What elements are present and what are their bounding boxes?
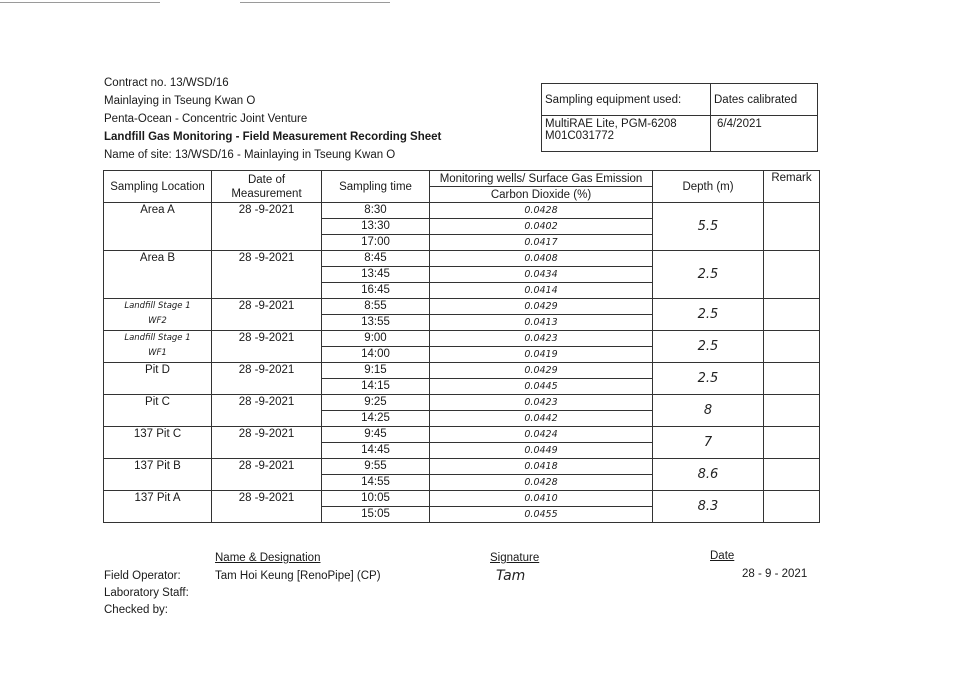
co2-reading: 0.0413 bbox=[430, 315, 653, 331]
remark-cell bbox=[764, 331, 820, 363]
depth-value: 2.5 bbox=[653, 251, 764, 299]
sampling-time: 14:55 bbox=[322, 475, 430, 491]
co2-reading: 0.0449 bbox=[430, 443, 653, 459]
sampling-location bbox=[104, 299, 212, 331]
measurement-date: 28 -9-2021 bbox=[212, 203, 322, 251]
header-sampling-location: Sampling Location bbox=[104, 171, 212, 203]
date-heading-text: Date bbox=[710, 550, 735, 562]
depth-value: 2.5 bbox=[653, 363, 764, 395]
co2-reading: 0.0428 bbox=[430, 203, 653, 219]
table-row bbox=[104, 363, 820, 379]
header-date bbox=[212, 171, 322, 203]
sampling-time: 9:45 bbox=[322, 427, 430, 443]
field-operator-label: Field Operator: bbox=[104, 570, 181, 582]
remark-cell bbox=[764, 203, 820, 251]
measurement-date: 28 -9-2021 bbox=[212, 427, 322, 459]
location-line1: Pit C bbox=[145, 396, 170, 408]
co2-reading: 0.0445 bbox=[430, 379, 653, 395]
sampling-time: 14:25 bbox=[322, 411, 430, 427]
signature-heading bbox=[490, 550, 539, 566]
lab-staff-label: Laboratory Staff: bbox=[104, 587, 189, 599]
location-line2: WF1 bbox=[148, 348, 167, 358]
measurement-date: 28 -9-2021 bbox=[212, 331, 322, 363]
depth-value: 7 bbox=[653, 427, 764, 459]
equipment-table bbox=[541, 83, 818, 152]
equipment-model: MultiRAE Lite, PGM-6208 bbox=[545, 118, 677, 130]
sampling-time: 14:15 bbox=[322, 379, 430, 395]
header-depth: Depth (m) bbox=[653, 171, 764, 203]
calibration-date: 6/4/2021 bbox=[711, 116, 818, 152]
depth-value: 8 bbox=[653, 395, 764, 427]
sampling-time: 15:05 bbox=[322, 507, 430, 523]
field-operator-date: 28 - 9 - 2021 bbox=[742, 568, 808, 580]
co2-reading: 0.0402 bbox=[430, 219, 653, 235]
depth-value: 5.5 bbox=[653, 203, 764, 251]
contractor-name: Penta-Ocean - Concentric Joint Venture bbox=[104, 113, 308, 125]
measurement-date: 28 -9-2021 bbox=[212, 491, 322, 523]
sampling-time: 9:25 bbox=[322, 395, 430, 411]
measurement-date: 28 -9-2021 bbox=[212, 363, 322, 395]
measurement-table bbox=[103, 170, 820, 523]
co2-reading: 0.0408 bbox=[430, 251, 653, 267]
field-operator-signature: Tam bbox=[496, 568, 526, 584]
location-line1: 137 Pit C bbox=[133, 428, 182, 440]
equipment-label: Sampling equipment used: bbox=[542, 84, 711, 116]
field-operator-name: Tam Hoi Keung [RenoPipe] (CP) bbox=[215, 570, 381, 582]
dates-calibrated-label: Dates calibrated bbox=[711, 84, 818, 116]
sampling-location bbox=[104, 395, 212, 427]
co2-reading: 0.0418 bbox=[430, 459, 653, 475]
header-monitoring-wells: Monitoring wells/ Surface Gas Emission bbox=[430, 171, 653, 187]
sampling-time: 13:55 bbox=[322, 315, 430, 331]
remark-cell bbox=[764, 363, 820, 395]
sampling-location bbox=[104, 251, 212, 299]
checked-by-label: Checked by: bbox=[104, 604, 168, 616]
remark-cell bbox=[764, 299, 820, 331]
table-row bbox=[104, 395, 820, 411]
sampling-time: 14:00 bbox=[322, 347, 430, 363]
location-line1: Pit D bbox=[145, 364, 170, 376]
header-date-line1: Date of bbox=[247, 173, 286, 186]
co2-reading: 0.0434 bbox=[430, 267, 653, 283]
sampling-location bbox=[104, 459, 212, 491]
sheet-title: Landfill Gas Monitoring - Field Measurement Recording Sheet bbox=[104, 131, 442, 143]
co2-reading: 0.0429 bbox=[430, 299, 653, 315]
signoff-labels bbox=[104, 568, 189, 619]
location-line1: 137 Pit A bbox=[134, 492, 181, 504]
table-row bbox=[104, 427, 820, 443]
table-row bbox=[104, 491, 820, 507]
location-line1: Landfill Stage 1 bbox=[124, 301, 191, 311]
location-line2: WF2 bbox=[148, 316, 167, 326]
co2-reading: 0.0442 bbox=[430, 411, 653, 427]
co2-reading: 0.0455 bbox=[430, 507, 653, 523]
location-line1: 137 Pit B bbox=[134, 460, 181, 472]
table-row bbox=[104, 251, 820, 267]
site-name: Name of site: 13/WSD/16 - Mainlaying in Tseung Kwan O bbox=[104, 149, 396, 161]
date-heading bbox=[710, 548, 734, 564]
header-remark: Remark bbox=[764, 171, 820, 203]
location-line1: Area A bbox=[140, 204, 175, 216]
scan-artifact bbox=[0, 2, 160, 3]
remark-cell bbox=[764, 459, 820, 491]
sampling-time: 13:30 bbox=[322, 219, 430, 235]
sampling-location bbox=[104, 491, 212, 523]
depth-value: 8.6 bbox=[653, 459, 764, 491]
measurement-date: 28 -9-2021 bbox=[212, 299, 322, 331]
remark-cell bbox=[764, 251, 820, 299]
sampling-time: 9:15 bbox=[322, 363, 430, 379]
header-co2: Carbon Dioxide (%) bbox=[430, 187, 653, 203]
co2-reading: 0.0419 bbox=[430, 347, 653, 363]
sampling-location bbox=[104, 331, 212, 363]
table-row bbox=[104, 299, 820, 315]
project-name: Mainlaying in Tseung Kwan O bbox=[104, 95, 256, 107]
header-sampling-time: Sampling time bbox=[322, 171, 430, 203]
remark-cell bbox=[764, 395, 820, 427]
sampling-location bbox=[104, 203, 212, 251]
co2-reading: 0.0429 bbox=[430, 363, 653, 379]
depth-value: 2.5 bbox=[653, 331, 764, 363]
contract-number: Contract no. 13/WSD/16 bbox=[104, 77, 229, 89]
sampling-location bbox=[104, 363, 212, 395]
equipment-value bbox=[542, 116, 711, 152]
co2-reading: 0.0423 bbox=[430, 331, 653, 347]
sampling-time: 14:45 bbox=[322, 443, 430, 459]
header-date-line2: Measurement bbox=[231, 187, 302, 200]
location-line1: Area B bbox=[139, 252, 176, 264]
sampling-time: 16:45 bbox=[322, 283, 430, 299]
co2-reading: 0.0414 bbox=[430, 283, 653, 299]
signature-heading-text: Signature bbox=[490, 552, 540, 564]
sampling-time: 9:55 bbox=[322, 459, 430, 475]
measurement-date: 28 -9-2021 bbox=[212, 459, 322, 491]
scan-artifact bbox=[240, 2, 390, 3]
name-heading: Name & Designation bbox=[215, 552, 321, 564]
measurement-date: 28 -9-2021 bbox=[212, 251, 322, 299]
location-line1: Landfill Stage 1 bbox=[124, 333, 191, 343]
co2-reading: 0.0423 bbox=[430, 395, 653, 411]
sampling-time: 8:45 bbox=[322, 251, 430, 267]
equipment-serial: M01C031772 bbox=[545, 130, 615, 142]
remark-cell bbox=[764, 427, 820, 459]
sampling-time: 8:55 bbox=[322, 299, 430, 315]
co2-reading: 0.0424 bbox=[430, 427, 653, 443]
co2-reading: 0.0410 bbox=[430, 491, 653, 507]
sampling-time: 13:45 bbox=[322, 267, 430, 283]
table-row bbox=[104, 331, 820, 347]
depth-value: 2.5 bbox=[653, 299, 764, 331]
co2-reading: 0.0417 bbox=[430, 235, 653, 251]
sampling-location bbox=[104, 427, 212, 459]
depth-value: 8.3 bbox=[653, 491, 764, 523]
sampling-time: 8:30 bbox=[322, 203, 430, 219]
sampling-time: 10:05 bbox=[322, 491, 430, 507]
name-designation-heading bbox=[215, 550, 320, 566]
table-row bbox=[104, 459, 820, 475]
sampling-time: 17:00 bbox=[322, 235, 430, 251]
document-header bbox=[104, 74, 441, 164]
co2-reading: 0.0428 bbox=[430, 475, 653, 491]
table-row bbox=[104, 203, 820, 219]
measurement-date: 28 -9-2021 bbox=[212, 395, 322, 427]
remark-cell bbox=[764, 491, 820, 523]
sampling-time: 9:00 bbox=[322, 331, 430, 347]
